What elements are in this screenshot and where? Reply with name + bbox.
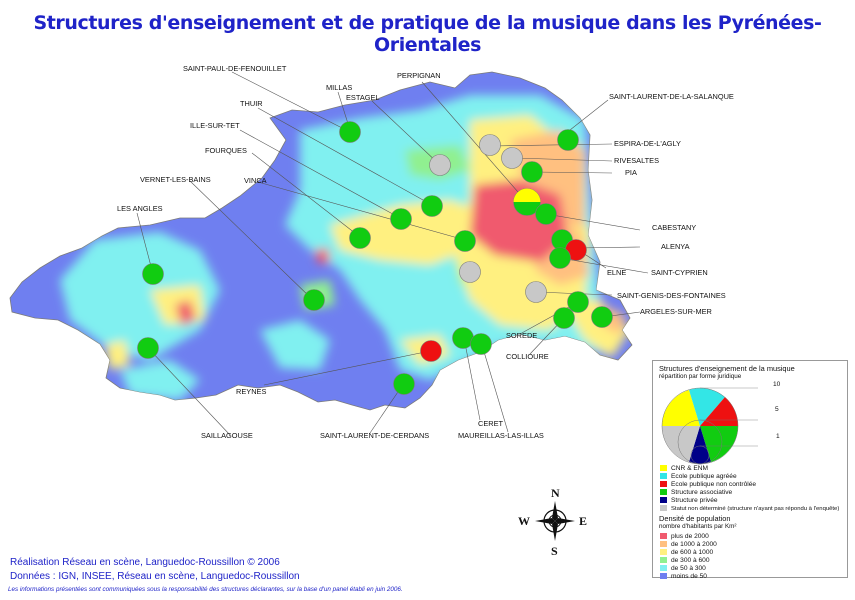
legend-structure-privee: Structure privée <box>660 497 718 505</box>
label-pia: PIA <box>625 168 637 177</box>
label-les-angles: LES ANGLES <box>117 204 163 213</box>
legend-density-600: de 600 à 1000 <box>660 549 713 557</box>
label-saint-laurent-de-cerdans: SAINT-LAURENT-DE-CERDANS <box>320 431 430 440</box>
label-argeles-sur-mer: ARGELES-SUR-MER <box>640 307 712 316</box>
legend-scale-1: 1 <box>776 433 780 440</box>
label-cabestany: CABESTANY <box>652 223 697 232</box>
map-title: Structures d'enseignement et de pratique de la musique dans les Pyrénées-Orientales <box>33 12 822 56</box>
label-collioure: COLLIOURE <box>506 352 549 361</box>
marker-saint-laurent-de-cerdans[interactable] <box>394 374 415 395</box>
legend-structure-non-determine: Statut non déterminé (structure n'ayant pas répondu à l'enquête) <box>660 505 839 513</box>
marker-les-angles[interactable] <box>143 264 164 285</box>
label-alenya: ALENYA <box>661 242 690 251</box>
legend-density-300: de 300 à 600 <box>660 557 710 565</box>
label-millas: MILLAS <box>326 83 353 92</box>
label-rivesaltes: RIVESALTES <box>614 156 660 165</box>
label-saint-laurent-de-la-salanque: SAINT-LAURENT-DE-LA-SALANQUE <box>609 92 734 101</box>
marker-fourques[interactable] <box>460 262 481 283</box>
marker-argeles-sur-mer-2[interactable] <box>592 307 613 328</box>
label-elne: ELNE <box>607 268 627 277</box>
label-sorede: SOREDE <box>506 331 538 340</box>
marker-estagel[interactable] <box>430 155 451 176</box>
label-ceret: CERET <box>478 419 504 428</box>
marker-sorede[interactable] <box>554 308 575 329</box>
compass-rose <box>518 486 587 558</box>
compass-w: W <box>518 514 530 528</box>
label-perpignan: PERPIGNAN <box>397 71 441 80</box>
legend-density-title: Densité de population <box>659 514 731 523</box>
legend-scale-10: 10 <box>773 381 781 388</box>
label-thuir: THUIR <box>240 99 263 108</box>
label-reynes: REYNES <box>236 387 267 396</box>
marker-maureillas-las-illas[interactable] <box>471 334 492 355</box>
legend-structure-publique-non-controlee: Ecole publique non contrôlée <box>660 481 756 489</box>
compass-s: S <box>551 544 558 558</box>
marker-argeles-sur-mer-1[interactable] <box>568 292 589 313</box>
marker-vinca[interactable] <box>350 228 371 249</box>
legend-density-1000: de 1000 à 2000 <box>660 541 717 549</box>
marker-vernet-les-bains[interactable] <box>304 290 325 311</box>
marker-saint-paul-de-fenouillet[interactable] <box>340 122 361 143</box>
marker-ille-sur-tet[interactable] <box>391 209 412 230</box>
marker-pia[interactable] <box>522 162 543 183</box>
label-fourques: FOURQUES <box>205 146 247 155</box>
legend-density-2000: plus de 2000 <box>660 533 709 541</box>
marker-saillagouse[interactable] <box>138 338 159 359</box>
marker-millas[interactable] <box>422 196 443 217</box>
label-saint-genis-des-fontaines: SAINT-GENIS-DES-FONTAINES <box>617 291 726 300</box>
legend-density-subtitle: nombre d'habitants par Km² <box>659 523 737 530</box>
label-espira-de-l-agly: ESPIRA-DE-L'AGLY <box>614 139 681 148</box>
marker-espira-de-l-agly[interactable] <box>480 135 501 156</box>
marker-thuir[interactable] <box>455 231 476 252</box>
compass-e: E <box>579 514 588 528</box>
marker-saint-cyprien[interactable] <box>550 248 571 269</box>
legend-structure-cnr: CNR & ENM <box>660 465 708 473</box>
legend <box>652 360 848 578</box>
footnote: Les informations présentées sont communiquées sous la responsabilité des structures déclarantes, sur la base d'un panel établi en juin 2006. <box>8 586 403 593</box>
credit-donnees: Données : IGN, INSEE, Réseau en scène, Languedoc-Roussillon <box>10 571 300 582</box>
legend-structure-associative: Structure associative <box>660 489 732 497</box>
compass-n: N <box>551 486 560 500</box>
label-vernet-les-bains: VERNET-LES-BAINS <box>140 175 211 184</box>
legend-density-50: de 50 à 300 <box>660 565 706 573</box>
label-maureillas-las-illas: MAUREILLAS-LAS-ILLAS <box>458 431 544 440</box>
label-ille-sur-tet: ILLE-SUR-TET <box>190 121 240 130</box>
marker-saint-laurent-de-la-salanque[interactable] <box>558 130 579 151</box>
legend-density-less-50: moins de 50 <box>660 573 707 581</box>
marker-reynes[interactable] <box>421 341 442 362</box>
marker-saint-genis-des-fontaines[interactable] <box>526 282 547 303</box>
credit-realisation: Réalisation Réseau en scène, Languedoc-Roussillon © 2006 <box>10 557 280 568</box>
legend-structures-subtitle: répartition par forme juridique <box>659 373 742 380</box>
label-vinca: VINCA <box>244 176 267 185</box>
marker-rivesaltes[interactable] <box>502 148 523 169</box>
label-saillagouse: SAILLAGOUSE <box>201 431 253 440</box>
legend-structures-title: Structures d'enseignement de la musique <box>659 364 795 373</box>
label-saint-cyprien: SAINT-CYPRIEN <box>651 268 708 277</box>
legend-structure-publique-agreee: Ecole publique agréée <box>660 473 737 481</box>
legend-proportional-symbols <box>653 381 847 471</box>
marker-cabestany[interactable] <box>536 204 557 225</box>
legend-scale-5: 5 <box>775 406 779 413</box>
label-saint-paul-de-fenouillet: SAINT-PAUL-DE-FENOUILLET <box>183 64 287 73</box>
label-estagel: ESTAGEL <box>346 93 380 102</box>
